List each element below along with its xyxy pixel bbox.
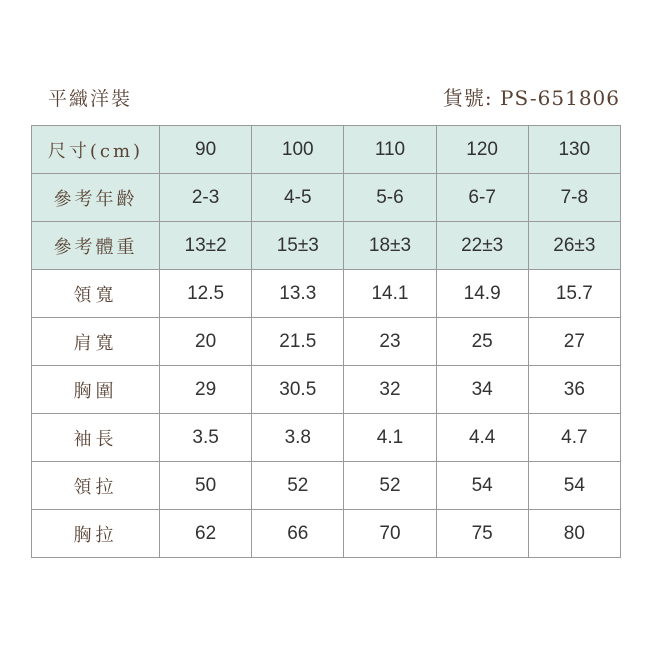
table-row: [32, 414, 621, 462]
table-cell: 13.3: [252, 270, 344, 318]
table-cell: 3.5: [160, 414, 252, 462]
row-label: 袖長: [32, 414, 160, 462]
table-row: [32, 222, 621, 270]
table-cell: 5-6: [344, 174, 436, 222]
table-cell: 52: [252, 462, 344, 510]
table-cell: 14.9: [436, 270, 528, 318]
table-cell: 22±3: [436, 222, 528, 270]
table-cell: 4.1: [344, 414, 436, 462]
table-row: [32, 318, 621, 366]
table-cell: 62: [160, 510, 252, 558]
table-cell: 6-7: [436, 174, 528, 222]
table-cell: 120: [436, 126, 528, 174]
table-cell: 66: [252, 510, 344, 558]
product-title: 平織洋裝: [48, 88, 133, 110]
table-cell: 75: [436, 510, 528, 558]
table-cell: 80: [528, 510, 620, 558]
table-row: [32, 270, 621, 318]
table-cell: 7-8: [528, 174, 620, 222]
table-cell: 34: [436, 366, 528, 414]
table-cell: 15±3: [252, 222, 344, 270]
table-cell: 54: [436, 462, 528, 510]
table-cell: 26±3: [528, 222, 620, 270]
table-cell: 3.8: [252, 414, 344, 462]
table-cell: 21.5: [252, 318, 344, 366]
table-cell: 130: [528, 126, 620, 174]
table-row: [32, 510, 621, 558]
table-cell: 23: [344, 318, 436, 366]
table-cell: 18±3: [344, 222, 436, 270]
table-cell: 14.1: [344, 270, 436, 318]
product-code: 貨號: PS-651806: [442, 86, 620, 110]
row-label: 尺寸(cm): [32, 126, 160, 174]
size-chart-table: [31, 125, 621, 558]
row-label: 肩寬: [32, 318, 160, 366]
table-cell: 20: [160, 318, 252, 366]
table-cell: 13±2: [160, 222, 252, 270]
row-label: 領拉: [32, 462, 160, 510]
table-cell: 52: [344, 462, 436, 510]
table-cell: 29: [160, 366, 252, 414]
table-cell: 110: [344, 126, 436, 174]
table-cell: 4-5: [252, 174, 344, 222]
table-cell: 12.5: [160, 270, 252, 318]
table-cell: 50: [160, 462, 252, 510]
table-cell: 30.5: [252, 366, 344, 414]
table-cell: 36: [528, 366, 620, 414]
row-label: 胸拉: [32, 510, 160, 558]
row-label: 參考年齡: [32, 174, 160, 222]
table-row: [32, 462, 621, 510]
table-cell: 2-3: [160, 174, 252, 222]
row-label: 參考體重: [32, 222, 160, 270]
table-cell: 70: [344, 510, 436, 558]
table-row: [32, 174, 621, 222]
table-cell: 32: [344, 366, 436, 414]
table-cell: 15.7: [528, 270, 620, 318]
row-label: 胸圍: [32, 366, 160, 414]
table-cell: 4.7: [528, 414, 620, 462]
row-label: 領寬: [32, 270, 160, 318]
table-cell: 90: [160, 126, 252, 174]
table-cell: 100: [252, 126, 344, 174]
table-cell: 4.4: [436, 414, 528, 462]
table-cell: 27: [528, 318, 620, 366]
table-cell: 25: [436, 318, 528, 366]
table-row: [32, 366, 621, 414]
table-cell: 54: [528, 462, 620, 510]
table-row: [32, 126, 621, 174]
